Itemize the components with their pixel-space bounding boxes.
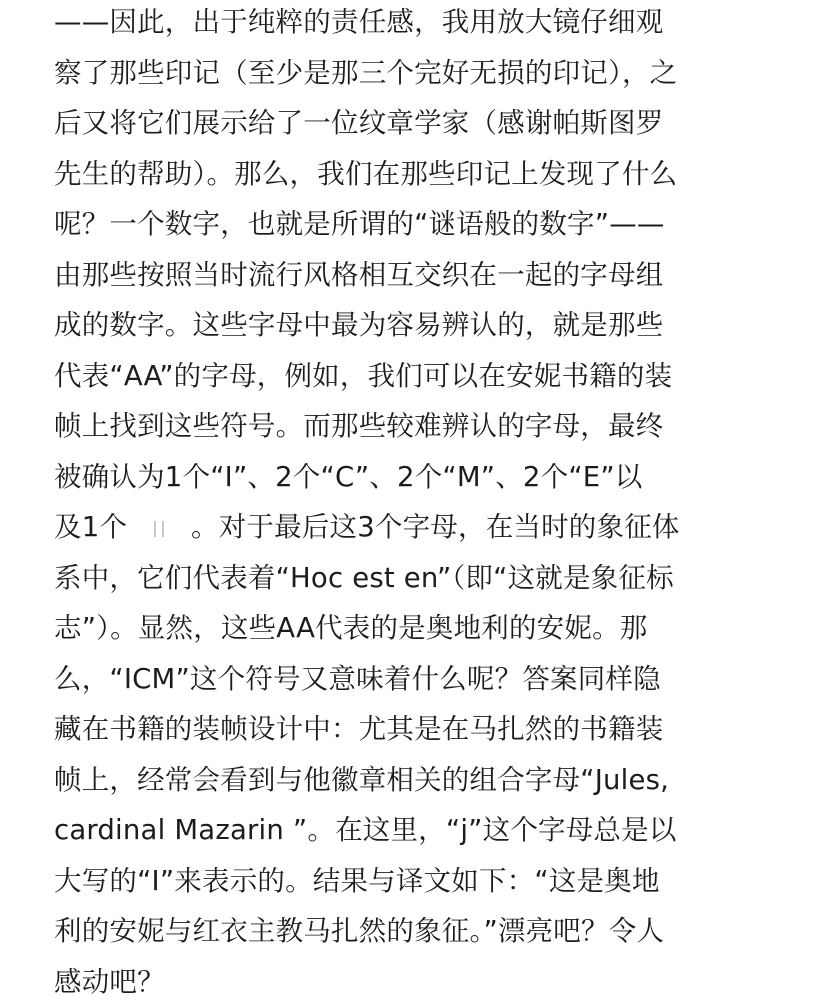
- text-line: 系中，它们代表着“Hoc est en”（即“这就是象征标: [54, 553, 794, 604]
- text-line: 大写的“I”来表示的。结果与译文如下：“这是奥地: [54, 856, 794, 907]
- text-line: 志”）。显然，这些AA代表的是奥地利的安妮。那: [54, 603, 794, 654]
- text-line: 帧上找到这些符号。而那些较难辨认的字母，最终: [54, 401, 794, 452]
- text-line: ——因此，出于纯粹的责任感，我用放大镜仔细观: [54, 0, 794, 48]
- text-line: 代表“AA”的字母，例如，我们可以在安妮书籍的装: [54, 351, 794, 402]
- text-line: 先生的帮助）。那么，我们在那些印记上发现了什么: [54, 149, 794, 200]
- text-line: 由那些按照当时流行风格相互交织在一起的字母组: [54, 250, 794, 301]
- text-line: 成的数字。这些字母中最为容易辨认的，就是那些: [54, 300, 794, 351]
- text-line: 么，“ICM”这个符号又意味着什么呢？答案同样隐: [54, 654, 794, 705]
- text-line: 感动吧？: [54, 957, 794, 1007]
- missing-glyph-icon: [136, 513, 182, 543]
- text-line: 呢？一个数字，也就是所谓的“谜语般的数字”——: [54, 199, 794, 250]
- text-line: cardinal Mazarin ”。在这里，“j”这个字母总是以: [54, 805, 794, 856]
- text-line: 帧上，经常会看到与他徽章相关的组合字母“Jules,: [54, 755, 794, 806]
- text-fragment: 及1个: [54, 511, 127, 543]
- text-line: 后又将它们展示给了一位纹章学家（感谢帕斯图罗: [54, 98, 794, 149]
- text-line: 利的安妮与红衣主教马扎然的象征。”漂亮吧？令人: [54, 906, 794, 957]
- article-text: [54, 0, 794, 1007]
- text-fragment: 。对于最后这3个字母，在当时的象征体: [191, 511, 680, 543]
- text-line: 藏在书籍的装帧设计中：尤其是在马扎然的书籍装: [54, 704, 794, 755]
- text-line: 察了那些印记（至少是那三个完好无损的印记），之: [54, 48, 794, 99]
- text-line: 被确认为1个“I”、2个“C”、2个“M”、2个“E”以: [54, 452, 794, 503]
- text-line-with-missing-glyph: [54, 502, 794, 553]
